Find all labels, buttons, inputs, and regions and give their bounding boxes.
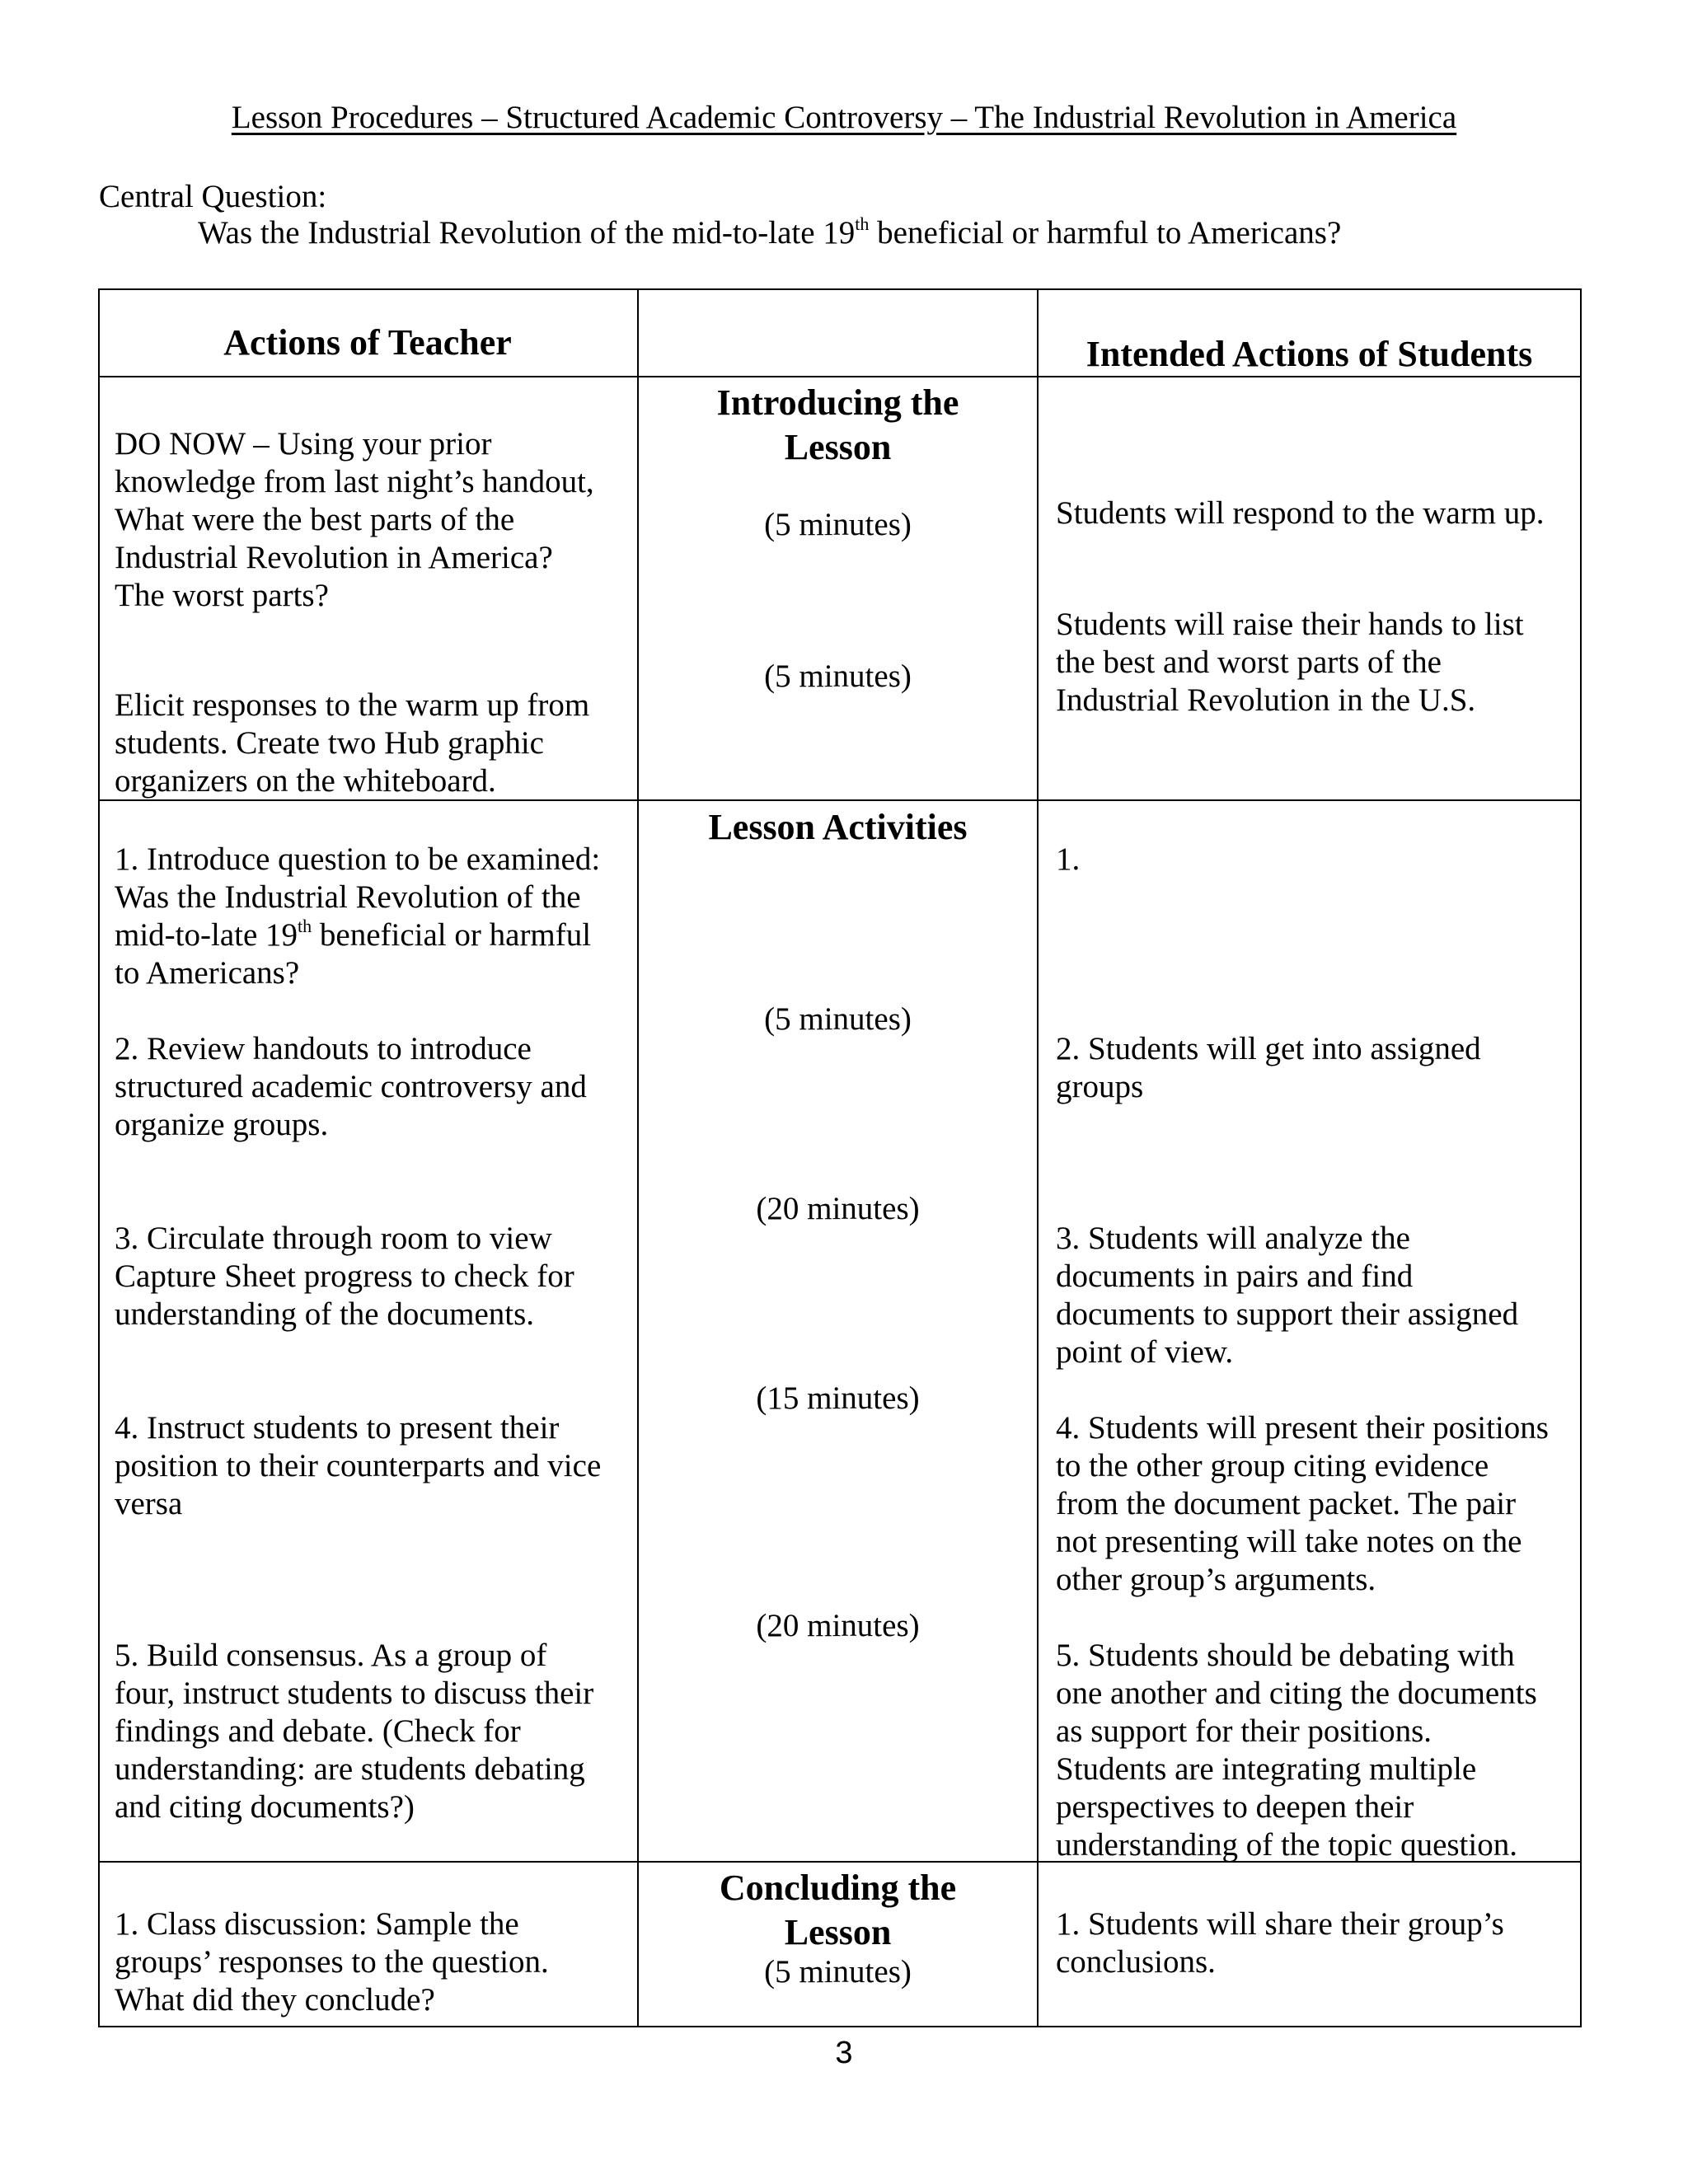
text-line: perspectives to deepen their (1056, 1789, 1414, 1825)
activities-teacher-3 (115, 1220, 574, 1333)
text-line: point of view. (1056, 1334, 1234, 1370)
concluding-time: (5 minutes) (764, 1954, 912, 1990)
text-line: 5. Build consensus. As a group of (115, 1638, 547, 1673)
text-line: structured academic controversy and (115, 1069, 587, 1104)
text-line: documents in pairs and find (1056, 1258, 1414, 1294)
text-line: understanding of the topic question. (1056, 1827, 1517, 1863)
lesson-procedures-table (98, 288, 1582, 2027)
text-line: groups’ responses to the question. (115, 1944, 549, 1980)
text-line: 5. Students should be debating with (1056, 1638, 1515, 1673)
table-border-top (98, 288, 1582, 290)
text-line: What were the best parts of the (115, 502, 515, 537)
text-line: Students will raise their hands to list (1056, 607, 1524, 642)
table-border-bottom (98, 2026, 1582, 2027)
intro-time-1: (5 minutes) (764, 507, 912, 542)
activities-time-3: (15 minutes) (756, 1380, 920, 1416)
intro-teacher-elicit (115, 687, 589, 800)
section-introducing-lesson (639, 381, 1037, 470)
text-line: 1. Introduce question to be examined: (115, 841, 601, 877)
concluding-students (1056, 1905, 1504, 1981)
table-border-right (1580, 288, 1582, 2027)
activities-students-4 (1056, 1409, 1549, 1599)
text-line: as support for their positions. (1056, 1713, 1432, 1749)
section-introducing-line2: Lesson (784, 427, 892, 467)
text-line: The worst parts? (115, 578, 329, 613)
text-line: position to their counterparts and vice (115, 1448, 602, 1483)
text-line: DO NOW – Using your prior (115, 426, 492, 462)
text-fragment: beneficial or harmful (312, 917, 592, 953)
text-line: 4. Instruct students to present their (115, 1410, 560, 1446)
column-divider-2 (1037, 288, 1039, 2027)
activities-students-1: 1. (1056, 841, 1081, 877)
text-line: to Americans? (115, 955, 300, 991)
text-line: 1. Students will share their group’s (1056, 1906, 1504, 1942)
intro-students-1: Students will respond to the warm up. (1056, 495, 1545, 531)
text-line: conclusions. (1056, 1944, 1216, 1980)
superscript: th (298, 916, 312, 936)
column-divider-1 (637, 288, 639, 2027)
text-line: Students are integrating multiple (1056, 1751, 1477, 1787)
activities-time-4: (20 minutes) (756, 1608, 920, 1643)
activities-time-1: (5 minutes) (764, 1001, 912, 1037)
text-line: four, instruct students to discuss their (115, 1675, 594, 1711)
activities-teacher-4 (115, 1409, 601, 1523)
text-line: and citing documents?) (115, 1789, 415, 1825)
section-introducing-line1: Introducing the (716, 382, 959, 423)
text-line: students. Create two Hub graphic (115, 725, 544, 761)
text-fragment: mid-to-late 19 (115, 917, 298, 953)
text-line: 2. Students will get into assigned (1056, 1031, 1481, 1066)
text-line: Elicit responses to the warm up from (115, 687, 590, 723)
central-question-part2: beneficial or harmful to Americans? (869, 215, 1342, 251)
text-line: Industrial Revolution in the U.S. (1056, 682, 1476, 718)
section-concluding-line2: Lesson (784, 1912, 892, 1952)
text-line: 3. Students will analyze the (1056, 1221, 1410, 1256)
activities-teacher-5 (115, 1637, 593, 1826)
text-line: Was the Industrial Revolution of the (115, 879, 581, 915)
central-question-text (198, 214, 1341, 251)
text-line (115, 916, 600, 954)
text-line: organize groups. (115, 1107, 329, 1142)
activities-time-2: (20 minutes) (756, 1191, 920, 1226)
table-border-left (98, 288, 100, 2027)
activities-students-2 (1056, 1030, 1481, 1106)
text-line: What did they conclude? (115, 1982, 435, 2018)
text-line: one another and citing the documents (1056, 1675, 1537, 1711)
header-row-divider (98, 376, 1582, 377)
page-number: 3 (835, 2036, 853, 2070)
text-line: findings and debate. (Check for (115, 1713, 521, 1749)
document-title: Lesson Procedures – Structured Academic Controversy – The Industrial Revolution in America (231, 100, 1457, 135)
central-question-label: Central Question: (99, 179, 327, 214)
text-line: groups (1056, 1069, 1144, 1104)
header-student-actions: Intended Actions of Students (1085, 334, 1533, 374)
text-line: 4. Students will present their positions (1056, 1410, 1549, 1446)
text-line: Industrial Revolution in America? (115, 540, 553, 575)
activities-teacher-1 (115, 841, 600, 992)
central-question-part1: Was the Industrial Revolution of the mid-to-late 19 (198, 215, 856, 251)
text-line: knowledge from last night’s handout, (115, 464, 594, 499)
central-question-superscript: th (855, 213, 870, 234)
activities-teacher-2 (115, 1030, 587, 1144)
text-line: from the document packet. The pair (1056, 1486, 1517, 1521)
activities-students-5 (1056, 1637, 1537, 1864)
section-concluding-lesson (639, 1866, 1037, 1955)
text-line: other group’s arguments. (1056, 1562, 1376, 1597)
text-line: understanding: are students debating (115, 1751, 585, 1787)
text-line: 1. Class discussion: Sample the (115, 1906, 519, 1942)
text-line: versa (115, 1486, 183, 1521)
text-line: not presenting will take notes on the (1056, 1524, 1522, 1559)
concluding-teacher (115, 1905, 549, 2019)
text-line: 2. Review handouts to introduce (115, 1031, 532, 1066)
text-line: to the other group citing evidence (1056, 1448, 1489, 1483)
text-line: 3. Circulate through room to view (115, 1221, 552, 1256)
text-line: documents to support their assigned (1056, 1296, 1519, 1332)
text-line: understanding of the documents. (115, 1296, 535, 1332)
intro-time-2: (5 minutes) (764, 658, 912, 694)
intro-students-2 (1056, 606, 1524, 719)
activities-students-3 (1056, 1220, 1518, 1371)
text-line: organizers on the whiteboard. (115, 763, 496, 799)
header-teacher-actions: Actions of Teacher (223, 322, 512, 363)
section-concluding-line1: Concluding the (719, 1868, 957, 1908)
section-lesson-activities: Lesson Activities (708, 807, 968, 847)
text-line: the best and worst parts of the (1056, 644, 1442, 680)
intro-teacher-do-now (115, 425, 594, 615)
text-line: Capture Sheet progress to check for (115, 1258, 574, 1294)
